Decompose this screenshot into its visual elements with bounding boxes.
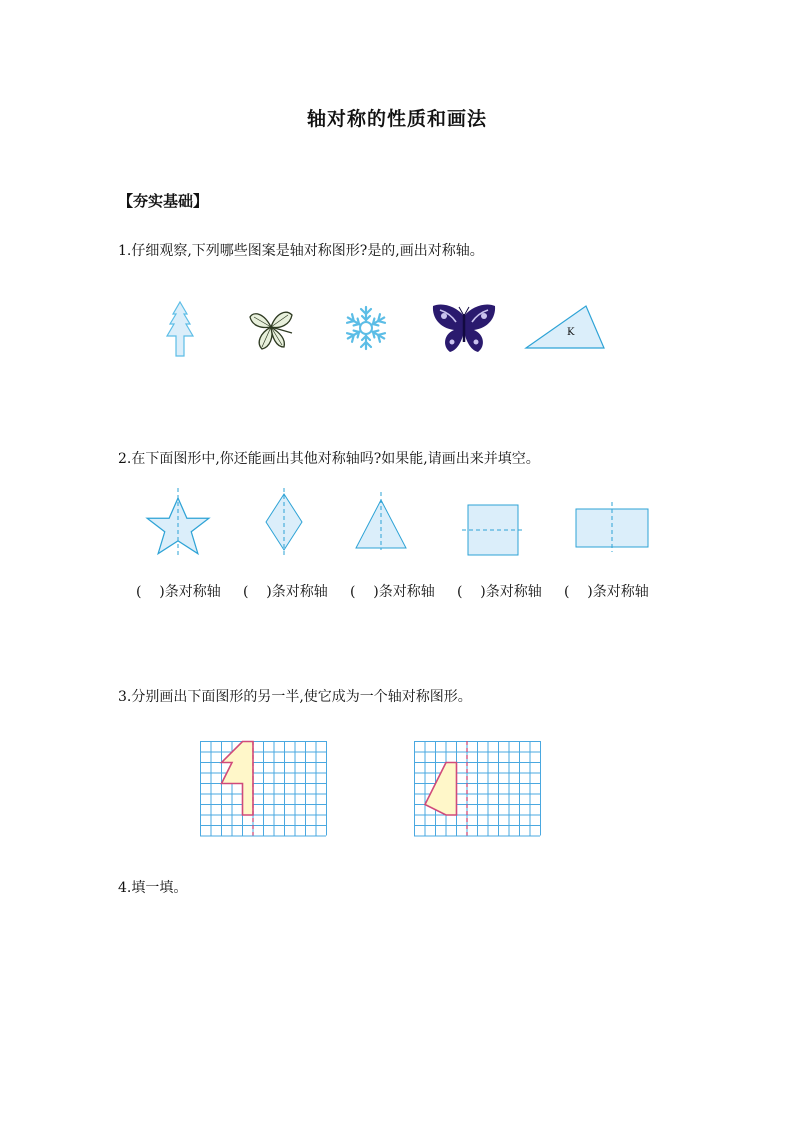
snowflake-icon xyxy=(342,304,390,352)
question-1-text: 1.仔细观察,下列哪些图案是轴对称图形?是的,画出对称轴。 xyxy=(118,243,484,259)
blank-square[interactable]: ( )条对称轴 xyxy=(457,584,542,600)
butterfly-icon xyxy=(430,302,498,354)
blank-triangle[interactable]: ( )条对称轴 xyxy=(350,584,435,600)
blank-rectangle[interactable]: ( )条对称轴 xyxy=(564,584,649,600)
grid-right[interactable] xyxy=(414,741,542,841)
triangle-label: K xyxy=(567,327,575,338)
star-icon xyxy=(142,486,214,558)
grid-lines xyxy=(200,741,327,836)
section-heading: 【夯实基础】 xyxy=(118,192,209,210)
half-shape xyxy=(222,742,254,816)
leaf-icon xyxy=(246,303,296,351)
question-3-text: 3.分别画出下面图形的另一半,使它成为一个轴对称图形。 xyxy=(118,689,472,705)
grid-left[interactable] xyxy=(200,741,327,841)
triangle-icon xyxy=(352,490,410,552)
question-2-text: 2.在下面图形中,你还能画出其他对称轴吗?如果能,请画出来并填空。 xyxy=(118,451,540,467)
blank-rhombus[interactable]: ( )条对称轴 xyxy=(243,584,328,600)
half-shape xyxy=(425,763,457,816)
triangle-k-icon xyxy=(524,304,606,350)
square-icon xyxy=(462,500,524,558)
question-4-text: 4.填一填。 xyxy=(118,880,188,896)
rectangle-icon xyxy=(574,500,650,552)
page-title: 轴对称的性质和画法 xyxy=(306,108,487,130)
rhombus-icon xyxy=(262,486,306,558)
blank-star[interactable]: ( )条对称轴 xyxy=(136,584,221,600)
tree-icon xyxy=(160,300,200,358)
